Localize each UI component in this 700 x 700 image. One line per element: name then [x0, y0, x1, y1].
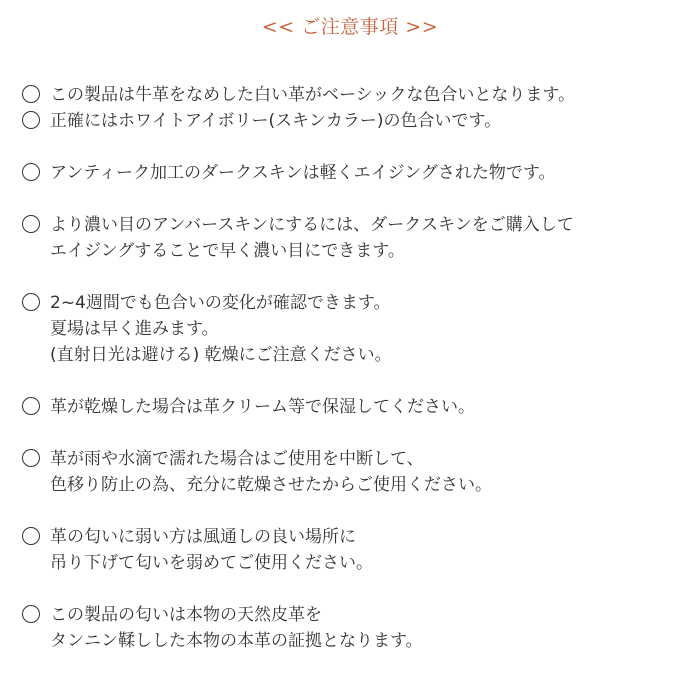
note-text	[50, 82, 692, 108]
note-line: 夏場は早く進みます。	[50, 319, 219, 339]
note-text	[50, 290, 692, 368]
note-item	[22, 446, 692, 498]
circle-bullet-icon	[22, 215, 40, 233]
note-text	[50, 524, 692, 576]
page-title: << ご注意事項 >>	[261, 16, 439, 38]
note-line: 革の匂いに弱い方は風通しの良い場所に	[50, 527, 356, 547]
notes-list	[22, 82, 692, 680]
note-item	[22, 394, 692, 420]
note-line: この製品は牛革をなめした白い革がベーシックな色合いとなります。	[50, 85, 575, 105]
circle-bullet-icon	[22, 163, 40, 181]
note-text	[50, 212, 692, 264]
note-text	[50, 446, 692, 498]
circle-bullet-icon	[22, 111, 40, 129]
note-text	[50, 160, 692, 186]
note-item	[22, 290, 692, 368]
note-line: エイジングすることで早く濃い目にできます。	[50, 241, 405, 261]
note-item	[22, 160, 692, 186]
note-text	[50, 108, 692, 134]
note-line: 正確にはホワイトアイボリー(スキンカラー)の色合いです。	[50, 111, 502, 131]
note-line: アンティーク加工のダークスキンは軽くエイジングされた物です。	[50, 163, 556, 183]
note-line: (直射日光は避ける) 乾燥にご注意ください。	[50, 345, 392, 365]
note-line: より濃い目のアンバースキンにするには、ダークスキンをご購入して	[50, 215, 574, 235]
circle-bullet-icon	[22, 449, 40, 467]
note-line: 色移り防止の為、充分に乾燥させたからご使用ください。	[50, 475, 492, 495]
circle-bullet-icon	[22, 397, 40, 415]
note-item	[22, 212, 692, 264]
note-line: タンニン鞣しした本物の本革の証拠となります。	[50, 631, 423, 651]
note-item	[22, 602, 692, 654]
circle-bullet-icon	[22, 605, 40, 623]
note-item	[22, 108, 692, 134]
note-item	[22, 82, 692, 108]
note-line: 革が乾燥した場合は革クリーム等で保湿してください。	[50, 397, 475, 417]
note-line: 2~4週間でも色合いの変化が確認できます。	[50, 293, 391, 313]
note-line: この製品の匂いは本物の天然皮革を	[50, 605, 322, 625]
note-item	[22, 524, 692, 576]
circle-bullet-icon	[22, 85, 40, 103]
note-text	[50, 602, 692, 654]
circle-bullet-icon	[22, 527, 40, 545]
circle-bullet-icon	[22, 293, 40, 311]
note-line: 革が雨や水滴で濡れた場合はご使用を中断して、	[50, 449, 424, 469]
note-text	[50, 394, 692, 420]
note-line: 吊り下げて匂いを弱めてご使用ください。	[50, 553, 373, 573]
